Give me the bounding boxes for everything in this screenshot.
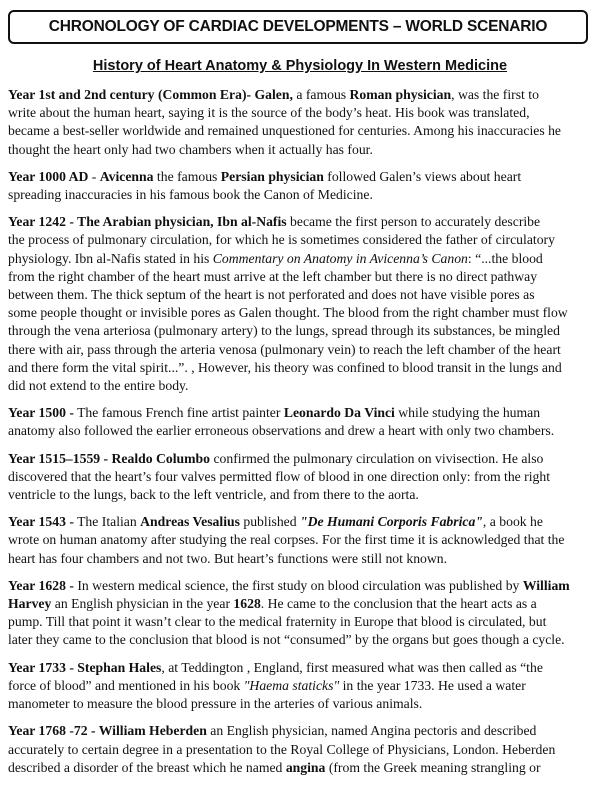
entry-line <box>8 513 592 531</box>
entry-harvey <box>8 577 592 650</box>
entry-line <box>8 104 592 122</box>
body-text: thought the heart only had two chambers when it actually has four. <box>8 141 373 157</box>
entry-ibn-al-nafis <box>8 213 592 395</box>
bold-text: Year 1000 AD <box>8 168 89 184</box>
entry-line <box>8 304 592 322</box>
body-text: write about the human heart, saying it is the source of the body’s heat. His book was translated, <box>8 105 530 121</box>
body-text: published <box>239 514 301 530</box>
italic-text: "Haema staticks" <box>243 677 340 693</box>
body-text: from the right chamber of the heart must arrive at the left chamber but there is no direct pathway <box>8 268 538 284</box>
section-heading: History of Heart Anatomy & Physiology In Western Medicine <box>92 58 508 74</box>
entry-avicenna <box>8 168 592 204</box>
body-text: and there form the vital spirit...”. , However, his theory was confined to blood transit in the lungs and <box>8 359 562 375</box>
body-text: force of blood” and mentioned in his book <box>8 677 244 693</box>
entry-line <box>8 695 592 713</box>
entry-galen <box>8 86 592 159</box>
entry-line <box>8 186 592 204</box>
entry-line <box>8 531 592 549</box>
body-text: through the vena arteriosa (pulmonary artery) to the lungs, spread through its substances, be mingled <box>8 323 560 339</box>
bold-text: Year 1733 - Stephan Hales <box>8 659 162 675</box>
body-text: wrote on human anatomy after studying the real corpses. For the first time it is acknowledged that the <box>8 532 565 548</box>
body-text: manometer to measure the blood pressure in the arteries of various animals. <box>8 696 423 712</box>
entry-line <box>8 341 592 359</box>
body-text: accurately to certain degree in a presentation to the Royal College of Physicians, London. Heberden <box>8 741 556 757</box>
body-text: . He came to the conclusion that the heart acts as a <box>260 596 537 612</box>
entry-line <box>8 613 592 631</box>
body-text: In western medical science, the first study on blood circulation was published by <box>73 577 523 593</box>
entry-line <box>8 141 592 159</box>
entry-line <box>8 268 592 286</box>
entry-line <box>8 231 592 249</box>
bold-text: Harvey <box>8 596 52 612</box>
bold-text: Year 1515–1559 - Realdo Columbo <box>8 450 211 466</box>
bold-text: Avicenna <box>99 168 154 184</box>
bold-text: Galen, <box>254 87 293 102</box>
entry-line <box>8 677 592 695</box>
entry-hales <box>8 659 592 714</box>
body-text: The famous French fine artist painter <box>73 405 284 421</box>
body-text: confirmed the pulmonary circulation on vivisection. He also <box>210 450 544 466</box>
entry-line <box>8 722 592 740</box>
body-text: while studying the human <box>394 405 541 421</box>
body-text: anatomy also followed the earlier erroneous observations and drew a heart with only two chambers. <box>8 423 555 439</box>
body-text: followed Galen’s views about heart <box>323 168 522 184</box>
entry-line <box>8 250 592 268</box>
entry-line <box>8 404 592 422</box>
entry-line <box>8 168 592 186</box>
body-text: , was the first to <box>451 87 539 102</box>
bold-text: Year 1543 - <box>8 514 74 530</box>
title-banner <box>8 10 588 44</box>
body-text: ventricle to the lungs, back to the left ventricle, and from there to the aorta. <box>8 487 419 503</box>
entry-line <box>8 377 592 395</box>
body-text: in the year 1733. He used a water <box>339 677 526 693</box>
entry-line <box>8 595 592 613</box>
italic-text: Commentary on Anatomy in Avicenna’s Canon <box>212 250 468 266</box>
bold-text: Year 1628 - <box>8 577 74 593</box>
entry-line <box>8 468 592 486</box>
body-text: later they came to the conclusion that blood is not “consumed” by the organs but goes though a cycle. <box>8 632 565 648</box>
body-text: discovered that the heart’s four valves permitted flow of blood in one direction only: from the right <box>8 468 551 484</box>
body-text: between them. The thick septum of the heart is not perforated and does not have visible pores as <box>8 287 535 303</box>
body-text: an English physician in the year <box>51 596 234 612</box>
bold-text: Year 1768 -72 - William Heberden <box>8 723 207 739</box>
body-text: did not extend to the entire body. <box>8 378 189 394</box>
entry-line <box>8 486 592 504</box>
entry-line <box>8 450 592 468</box>
entry-heberden <box>8 722 592 777</box>
chronology-entries <box>8 86 592 786</box>
bold-text: "De Humani Corporis Fabrica" <box>300 514 483 530</box>
entry-line <box>8 659 592 677</box>
body-text: , a book he <box>482 514 543 530</box>
entry-line <box>8 213 592 231</box>
entry-line <box>8 122 592 140</box>
body-text: , at Teddington , England, first measured what was then called as “the <box>161 659 543 675</box>
bold-text: William <box>522 577 570 593</box>
body-text: physiology. Ibn al-Nafis stated in his <box>8 250 213 266</box>
body-text: there with air, pass through the arteria venosa (pulmonary vein) to reach the left chamber of the heart <box>8 341 561 357</box>
entry-line <box>8 359 592 377</box>
bold-text: angina <box>285 759 326 775</box>
entry-line <box>8 422 592 440</box>
body-text: : “...the blood <box>467 250 543 266</box>
entry-line <box>8 741 592 759</box>
body-text: an English physician, named Angina pectoris and described <box>206 723 537 739</box>
entry-line <box>8 286 592 304</box>
body-text: the famous <box>153 168 221 184</box>
body-text: became a best-seller worldwide and remained unquestioned for centuries. Among his inaccuracies he <box>8 123 561 139</box>
bold-text: Year 1500 - <box>8 405 74 421</box>
body-text: the process of pulmonary circulation, for which he is sometimes considered the father of circulatory <box>8 232 555 248</box>
body-text: - <box>88 168 100 184</box>
bold-text: Year 1242 - The Arabian physician, Ibn al-Nafis <box>8 214 287 230</box>
entry-vesalius <box>8 513 592 568</box>
entry-columbo <box>8 450 592 505</box>
body-text: described a disorder of the breast which he named <box>8 759 286 775</box>
entry-line <box>8 759 592 777</box>
entry-line <box>8 631 592 649</box>
bold-text: Roman physician <box>349 87 452 102</box>
entry-line <box>8 550 592 568</box>
body-text: pump. Till that point it wasn’t clear to the medical fraternity in Europe that blood is circulated, but <box>8 614 547 630</box>
bold-text: Persian physician <box>220 168 324 184</box>
entry-line <box>8 322 592 340</box>
bold-text: Andreas Vesalius <box>140 514 240 530</box>
bold-text: 1628 <box>233 596 261 612</box>
page-title: CHRONOLOGY OF CARDIAC DEVELOPMENTS – WORLD SCENARIO <box>48 18 548 35</box>
body-text: spreading inaccuracies in his famous book the Canon of Medicine. <box>8 187 373 203</box>
body-text: heart has four chambers and not two. But heart’s functions were still not known. <box>8 550 448 566</box>
entry-line <box>8 86 592 104</box>
bold-text: Year 1st and 2nd century (Common Era)- <box>8 87 252 102</box>
body-text: became the first person to accurately describe <box>286 214 541 230</box>
body-text: some people thought or invisible pores as Galen thought. The blood from the right chamber must flow <box>8 305 568 321</box>
bold-text: Leonardo Da Vinci <box>283 405 395 421</box>
body-text: a famous <box>292 87 350 102</box>
body-text: (from the Greek meaning strangling or <box>325 759 541 775</box>
entry-line <box>8 577 592 595</box>
body-text: The Italian <box>73 514 141 530</box>
entry-da-vinci <box>8 404 592 440</box>
